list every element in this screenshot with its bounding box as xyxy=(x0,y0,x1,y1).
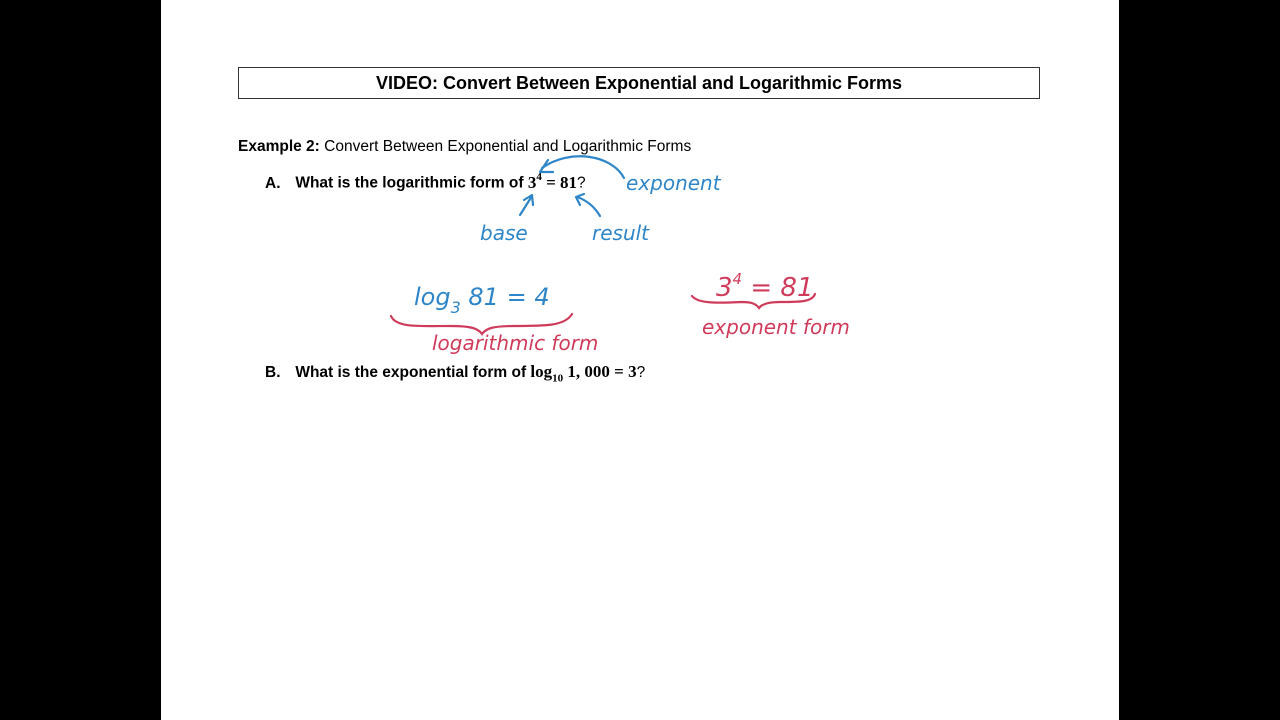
slide-title-text: VIDEO: Convert Between Exponential and Logarithmic Forms xyxy=(375,72,903,93)
question-b xyxy=(265,362,645,384)
log-caption: logarithmic form xyxy=(432,331,599,355)
slide-title xyxy=(238,67,1040,99)
exponent-label: exponent xyxy=(626,171,721,195)
exp-rest: = 81 xyxy=(742,273,814,303)
question-b-mark: ? xyxy=(636,364,646,381)
question-a-mark: ? xyxy=(577,174,586,192)
math-rest: = 81 xyxy=(541,172,578,192)
exp-exponent: 4 xyxy=(732,270,743,288)
question-a xyxy=(265,172,586,193)
slide-page xyxy=(161,0,1119,720)
question-b-letter: B. xyxy=(265,364,281,381)
log-rest: 81 = 4 xyxy=(460,283,550,311)
question-a-letter: A. xyxy=(265,174,281,192)
question-a-math xyxy=(528,173,577,192)
example-heading xyxy=(238,138,691,156)
exp-caption: exponent form xyxy=(702,315,850,339)
question-b-math xyxy=(530,362,637,385)
result-label: result xyxy=(592,221,650,245)
base-label: base xyxy=(480,221,528,245)
math-log: log xyxy=(530,362,553,381)
math-log-base: 10 xyxy=(552,372,564,385)
question-a-prompt: What is the logarithmic form of xyxy=(295,174,524,192)
math-exponent: 4 xyxy=(536,171,542,183)
exp-base: 3 xyxy=(716,273,733,303)
log-base: 3 xyxy=(450,298,461,317)
log-word: log xyxy=(414,283,451,311)
math-rest: 1, 000 = 3 xyxy=(563,362,637,381)
math-base: 3 xyxy=(527,172,537,192)
question-b-prompt: What is the exponential form of xyxy=(295,364,527,381)
example-text: Convert Between Exponential and Logarithmic Forms xyxy=(324,138,692,155)
example-label: Example 2: xyxy=(238,138,320,155)
